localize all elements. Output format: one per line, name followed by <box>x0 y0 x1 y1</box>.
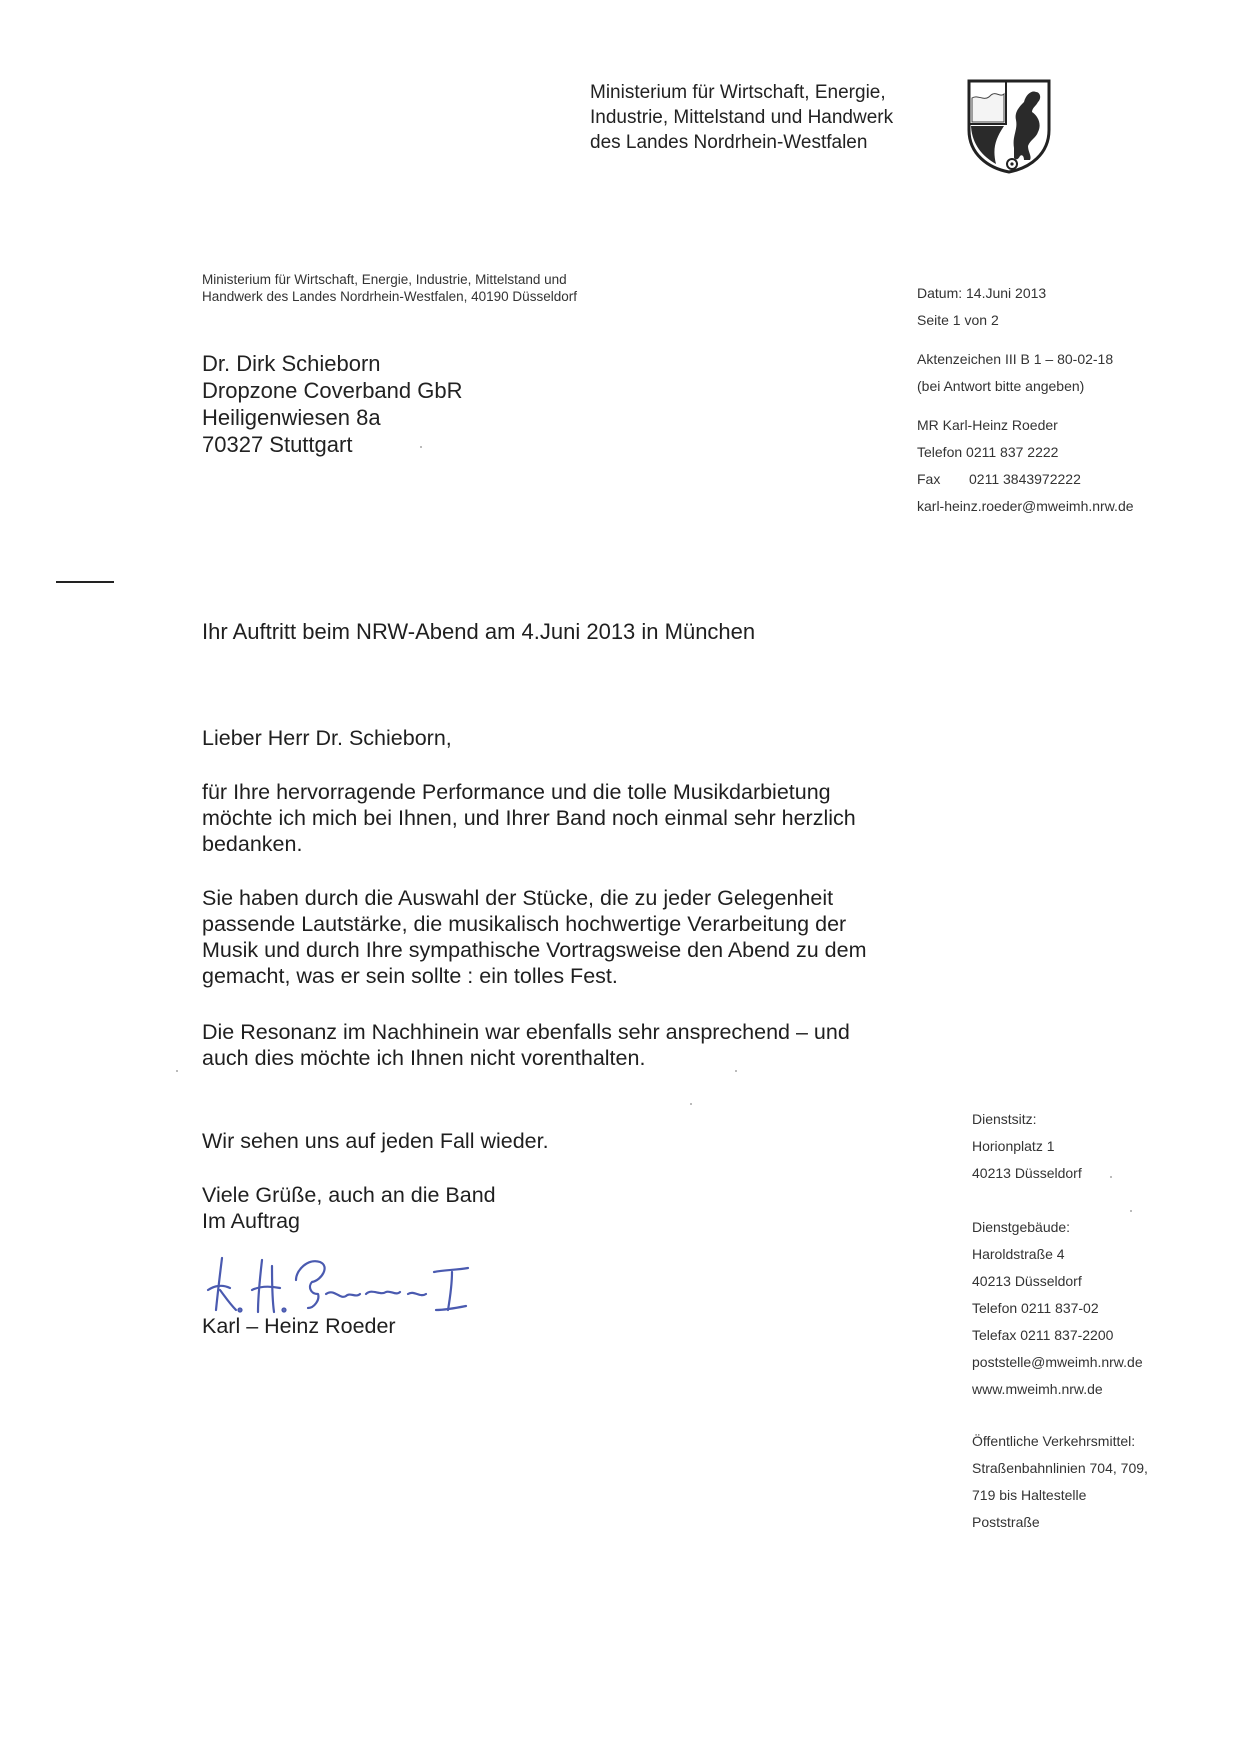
scan-speck <box>420 446 422 448</box>
letter-meta <box>917 285 1134 525</box>
paragraph-line: möchte ich mich bei Ihnen, und Ihrer Band noch einmal sehr herzlich <box>202 806 856 830</box>
paragraph-line: Sie haben durch die Auswahl der Stücke, die zu jeder Gelegenheit <box>202 886 834 910</box>
paragraph-line: bedanken. <box>202 832 303 856</box>
closing-line: Viele Grüße, auch an die Band <box>202 1183 496 1207</box>
footer-verkehr <box>972 1433 1148 1541</box>
sender-line: Handwerk des Landes Nordrhein-Westfalen, 40190 Düsseldorf <box>202 289 577 304</box>
footer-line: Dienstsitz: <box>972 1111 1037 1127</box>
ministry-letterhead <box>590 80 893 155</box>
footer-line: 719 bis Haltestelle <box>972 1487 1087 1503</box>
paragraph-line: Die Resonanz im Nachhinein war ebenfalls sehr ansprechend – und <box>202 1020 850 1044</box>
recipient-city: 70327 Stuttgart <box>202 432 353 457</box>
salutation <box>202 725 962 751</box>
footer-line: 40213 Düsseldorf <box>972 1273 1082 1289</box>
meta-aktenzeichen: Aktenzeichen III B 1 – 80-02-18 <box>917 351 1114 367</box>
recipient-name: Dr. Dirk Schieborn <box>202 351 381 376</box>
nrw-coat-of-arms-icon <box>966 78 1052 174</box>
meta-fax-label: Fax <box>917 471 941 487</box>
paragraph-line: für Ihre hervorragende Performance und die tolle Musikdarbietung <box>202 780 831 804</box>
footer-line: Telefax 0211 837-2200 <box>972 1327 1114 1343</box>
meta-hinweis: (bei Antwort bitte angeben) <box>917 378 1085 394</box>
ministry-line: des Landes Nordrhein-Westfalen <box>590 132 868 153</box>
scan-speck <box>1130 1210 1132 1212</box>
fold-mark <box>56 581 114 583</box>
meta-telefon: Telefon 0211 837 2222 <box>917 444 1059 460</box>
scan-speck <box>176 1070 178 1072</box>
scan-speck <box>735 1070 737 1072</box>
closing-text: Wir sehen uns auf jeden Fall wieder. <box>202 1129 549 1153</box>
paragraph-1 <box>202 779 962 857</box>
footer-line: 40213 Düsseldorf <box>972 1165 1082 1181</box>
footer-line: Poststraße <box>972 1514 1040 1530</box>
paragraph-2 <box>202 885 962 989</box>
meta-datum: Datum: 14.Juni 2013 <box>917 285 1047 301</box>
paragraph-line: Musik und durch Ihre sympathische Vortragsweise den Abend zu dem <box>202 938 867 962</box>
footer-dienstsitz <box>972 1111 1082 1192</box>
footer-line: Dienstgebäude: <box>972 1219 1071 1235</box>
sender-line: Ministerium für Wirtschaft, Energie, Industrie, Mittelstand und <box>202 272 567 287</box>
letter-subject: Ihr Auftritt beim NRW-Abend am 4.Juni 2013 in München <box>202 619 756 644</box>
footer-line: Öffentliche Verkehrsmittel: <box>972 1433 1136 1449</box>
paragraph-line: auch dies möchte ich Ihnen nicht vorenthalten. <box>202 1046 646 1070</box>
scan-speck <box>1110 1176 1112 1178</box>
closing-line <box>202 1128 962 1154</box>
recipient-company: Dropzone Coverband GbR <box>202 378 463 403</box>
meta-fax-number: 0211 3843972222 <box>969 471 1081 487</box>
handwritten-signature <box>200 1250 490 1322</box>
recipient-address <box>202 350 462 458</box>
salutation-text: Lieber Herr Dr. Schieborn, <box>202 726 452 750</box>
paragraph-line: passende Lautstärke, die musikalisch hochwertige Verarbeitung der <box>202 912 847 936</box>
signer-block <box>202 1313 962 1339</box>
paragraph-line: gemacht, was er sein sollte : ein tolles Fest. <box>202 964 618 988</box>
footer-dienstgebaeude <box>972 1219 1143 1408</box>
footer-line: Straßenbahnlinien 704, 709, <box>972 1460 1148 1476</box>
meta-fax <box>917 471 1134 498</box>
meta-bearbeiter: MR Karl-Heinz Roeder <box>917 417 1058 433</box>
sender-return-address <box>202 271 577 305</box>
closing-line: Im Auftrag <box>202 1209 300 1233</box>
footer-email-link[interactable]: poststelle@mweimh.nrw.de <box>972 1354 1143 1370</box>
ministry-line: Industrie, Mittelstand und Handwerk <box>590 107 894 128</box>
closing-greeting <box>202 1182 962 1234</box>
recipient-street: Heiligenwiesen 8a <box>202 405 381 430</box>
paragraph-3 <box>202 1019 962 1071</box>
meta-email[interactable]: karl-heinz.roeder@mweimh.nrw.de <box>917 498 1134 514</box>
footer-line: Haroldstraße 4 <box>972 1246 1065 1262</box>
footer-line: Telefon 0211 837-02 <box>972 1300 1099 1316</box>
footer-website-link[interactable]: www.mweimh.nrw.de <box>972 1381 1103 1397</box>
footer-line: Horionplatz 1 <box>972 1138 1055 1154</box>
ministry-line: Ministerium für Wirtschaft, Energie, <box>590 82 886 103</box>
meta-seite: Seite 1 von 2 <box>917 312 999 328</box>
scan-speck <box>690 1103 692 1105</box>
signer-name: Karl – Heinz Roeder <box>202 1314 396 1338</box>
